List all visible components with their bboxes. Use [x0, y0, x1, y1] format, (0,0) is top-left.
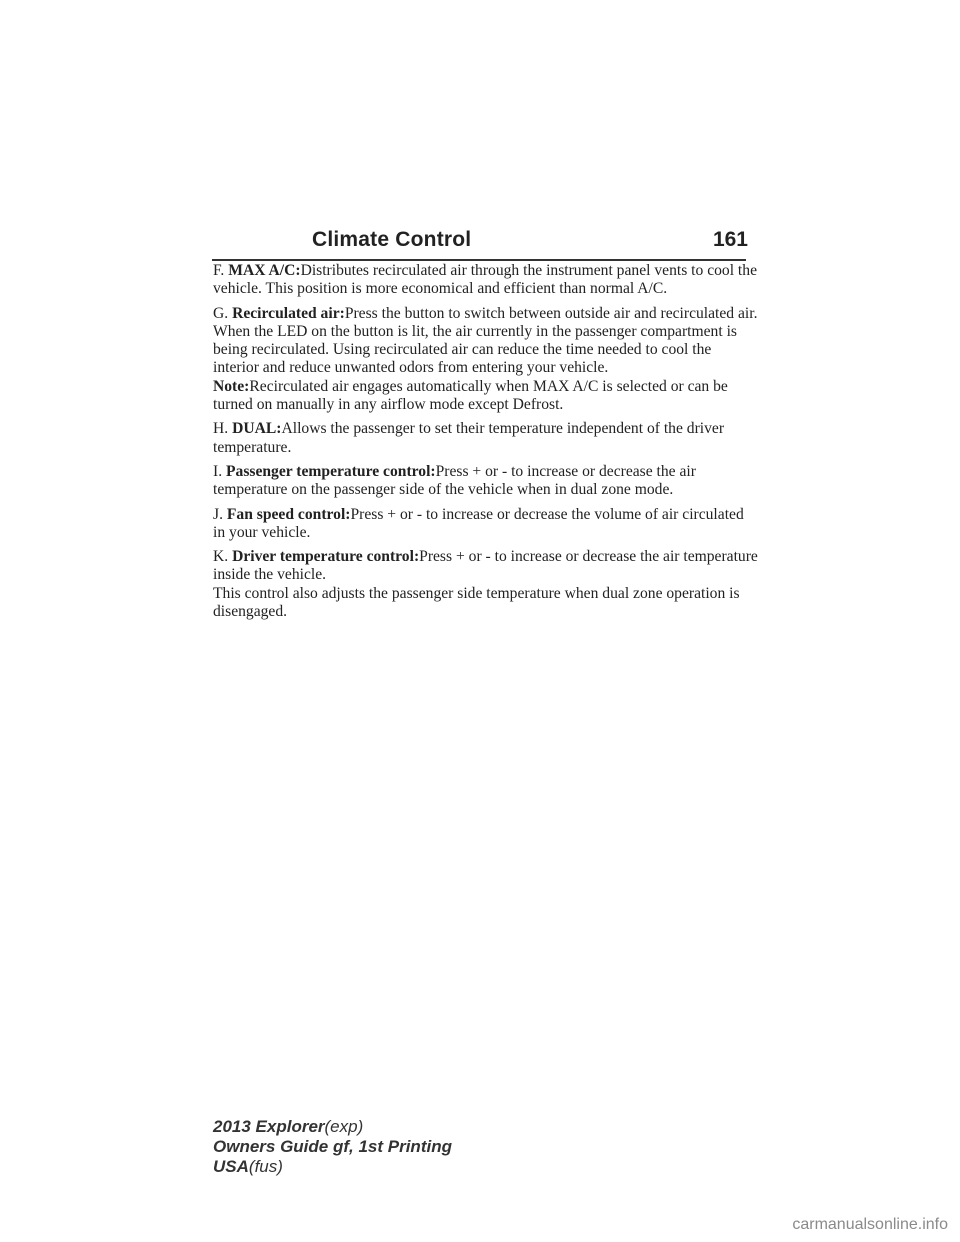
- item-term: DUAL:: [232, 420, 282, 438]
- item-driver-temperature: [213, 548, 758, 585]
- note: [213, 378, 758, 415]
- item-term: Driver temperature control:: [232, 548, 420, 566]
- item-passenger-temperature: [213, 463, 758, 500]
- item-text: Press + or - to increase or decrease the air temperature inside the vehicle.: [213, 548, 758, 584]
- footer-market-code: (fus): [248, 1157, 283, 1176]
- page-number: 161: [712, 228, 748, 251]
- item-text: Press + or - to increase or decrease the volume of air circulated in your vehicle.: [213, 505, 744, 541]
- item-letter: F.: [213, 262, 225, 279]
- item-term: MAX A/C:: [228, 262, 301, 279]
- item-letter: I.: [213, 462, 223, 480]
- item-term: Recirculated air:: [232, 304, 345, 322]
- page-content: [213, 262, 758, 627]
- footer-line-market: [213, 1157, 452, 1177]
- item-recirculated-air: [213, 305, 758, 378]
- footer-model-code: (exp): [324, 1117, 364, 1136]
- item-letter: H.: [213, 420, 229, 438]
- print-footer: [213, 1117, 452, 1177]
- extra-text: This control also adjusts the passenger side temperature when dual zone operation is disengaged.: [213, 584, 740, 621]
- item-fan-speed: [213, 506, 758, 543]
- note-label: Note:: [213, 377, 250, 395]
- item-text: Allows the passenger to set their temperature independent of the driver temperature.: [213, 420, 725, 456]
- item-letter: K.: [213, 548, 229, 566]
- footer-model: 2013 Explorer: [213, 1117, 325, 1136]
- item-text: Press + or - to increase or decrease the air temperature on the passenger side of the vehicle when in dual zone mode.: [213, 462, 696, 499]
- item-text: Press the button to switch between outside air and recirculated air. When the LED on the button is lit, the air currently in the passenger compartment is being recirculated. Using recirculated air can reduce the time needed to cool the interior and reduce unwanted odors from entering your vehicle.: [213, 304, 758, 377]
- item-letter: G.: [213, 304, 229, 322]
- footer-line-model: [213, 1117, 452, 1137]
- item-term: Passenger temperature control:: [226, 462, 436, 480]
- item-text: Distributes recirculated air through the instrument panel vents to cool the vehicle. This position is more economical and efficient than normal A/C.: [213, 262, 757, 298]
- footer-market: USA: [213, 1157, 249, 1176]
- item-letter: J.: [213, 505, 223, 523]
- section-title: Climate Control: [312, 228, 472, 251]
- header-rule: [212, 259, 746, 261]
- item-term: Fan speed control:: [226, 505, 351, 523]
- item-dual: [213, 420, 758, 457]
- footer-guide: Owners Guide gf, 1st Printing: [213, 1137, 452, 1156]
- watermark: carmanualsonline.info: [792, 1216, 948, 1233]
- item-max-ac: [213, 262, 758, 299]
- note-text: Recirculated air engages automatically when MAX A/C is selected or can be turned on manually in any airflow mode except Defrost.: [213, 377, 728, 414]
- page-header: [212, 228, 748, 258]
